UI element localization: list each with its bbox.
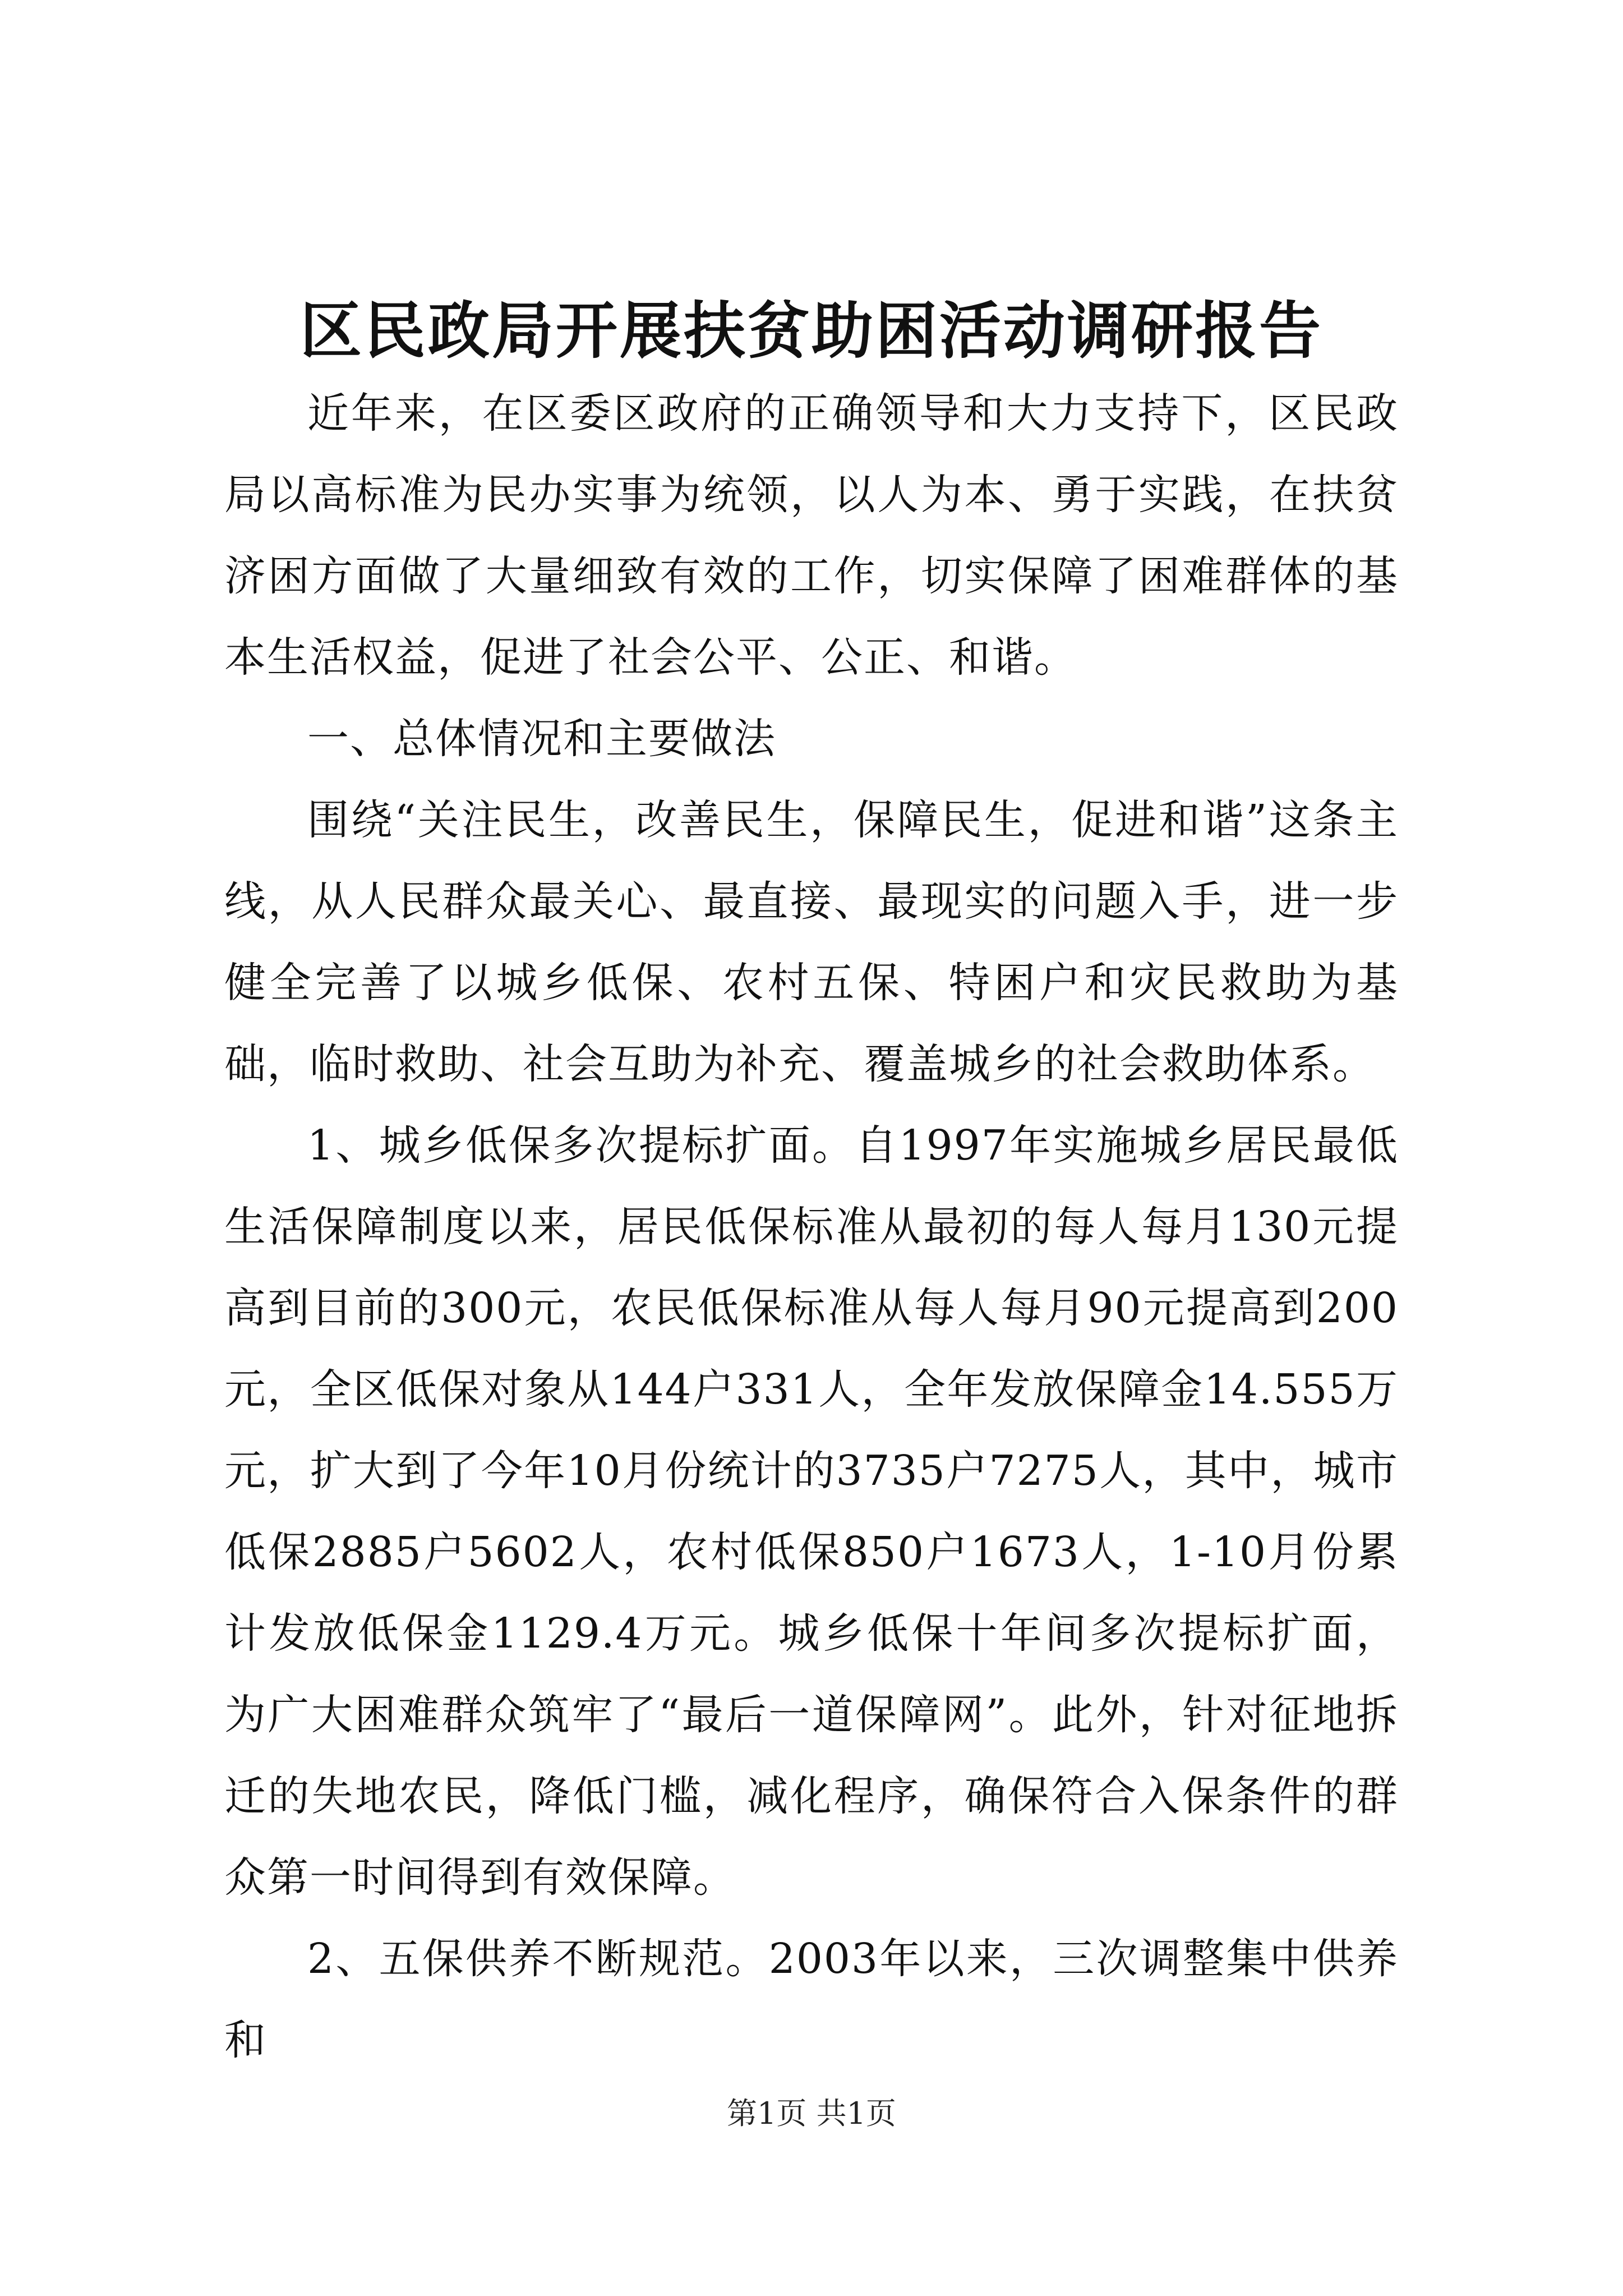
paragraph-item-2-five-guarantees: 2、五保供养不断规范。2003年以来，三次调整集中供养和 (224, 1935, 1399, 2064)
paragraph-intro: 近年来，在区委区政府的正确领导和大力支持下，区民政局以高标准为民办实事为统领，以人为本、勇于实践，在扶贫济困方面做了大量细致有效的工作，切实保障了困难群体的基本生活权益，促进了社会公平、公正、和谐。 (224, 389, 1399, 682)
page-footer: 第1页 共1页 (727, 2096, 896, 2131)
paragraph-item-1-low-income: 1、城乡低保多次提标扩面。自1997年实施城乡居民最低生活保障制度以来，居民低保标准从最初的每人每月130元提高到目前的300元，农民低保标准从每人每月90元提高到200元，全区低保对象从144户331人，全年发放保障金14.555万元，扩大到了今年10月份统计的3735户7275人，其中，城市低保2885户5602人，农村低保850户1673人，1-10月份累计发放低保金1129.4万元。城乡低保十年间多次提标扩面，为广大困难群众筑牢了“最后一道保障网”。此外，针对征地拆迁的失地农民，降低门槛，减化程序，确保符合入保条件的群众第一时间得到有效保障。 (224, 1121, 1399, 1902)
paragraph-main-line: 围绕“关注民生，改善民生，保障民生，促进和谐”这条主线，从人民群众最关心、最直接、最现实的问题入手，进一步健全完善了以城乡低保、农村五保、特困户和灾民救助为基础，临时救助、社会互助为补充、覆盖城乡的社会救助体系。 (224, 796, 1399, 1088)
document-body (224, 373, 1399, 2081)
section-heading-overview: 一、总体情况和主要做法 (307, 715, 776, 763)
document-title: 区民政局开展扶贫助困活动调研报告 (300, 295, 1323, 367)
